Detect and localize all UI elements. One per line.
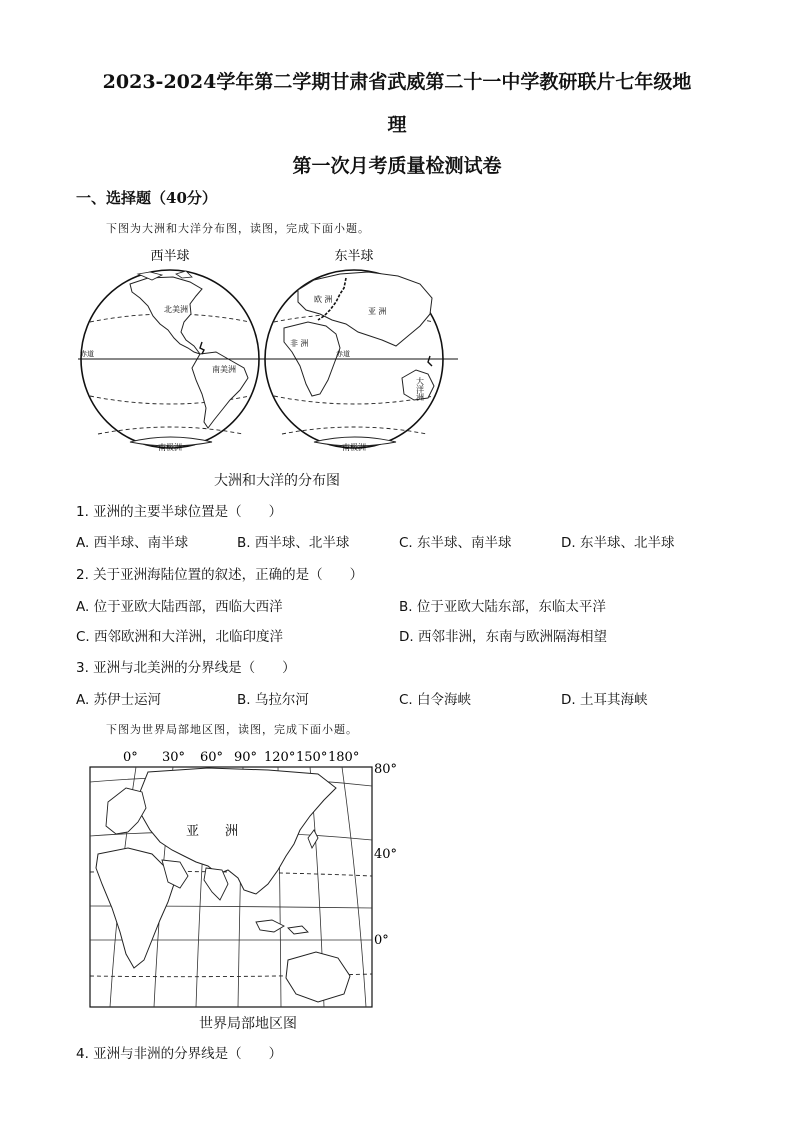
question-1-option-b[interactable]: B. 西半球、北半球 bbox=[237, 535, 350, 551]
antarctica-east-label: 南极洲 bbox=[342, 443, 366, 452]
latitude-label-0: 0° bbox=[374, 933, 389, 948]
oceania-label-3: 洲 bbox=[416, 393, 424, 402]
africa-label: 非 洲 bbox=[290, 339, 309, 348]
north-america-label: 北美洲 bbox=[164, 305, 188, 314]
regional-map bbox=[88, 744, 408, 1009]
longitude-label: 0° bbox=[123, 750, 138, 765]
section-heading: 一、选择题（40分） bbox=[76, 189, 217, 207]
question-4-stem: 4. 亚洲与非洲的分界线是（ ） bbox=[76, 1046, 283, 1062]
figure1-intro: 下图为大洲和大洋分布图，读图，完成下面小题。 bbox=[106, 222, 370, 235]
latitude-label-40: 40° bbox=[374, 847, 398, 862]
asia-map-label: 亚 洲 bbox=[186, 824, 239, 839]
hemispheres-map bbox=[78, 244, 458, 459]
question-1-stem: 1. 亚洲的主要半球位置是（ ） bbox=[76, 504, 283, 520]
equator-east-label: 赤道 bbox=[336, 350, 350, 358]
europe-label: 欧 洲 bbox=[314, 295, 333, 304]
page-title-line3: 第一次月考质量检测试卷 bbox=[292, 155, 502, 177]
west-hemisphere-label: 西半球 bbox=[150, 249, 190, 264]
longitude-label: 90° bbox=[234, 750, 258, 765]
figure1-caption: 大洲和大洋的分布图 bbox=[214, 473, 340, 489]
latitude-label-80: 80° bbox=[374, 762, 398, 777]
figure2-caption: 世界局部地区图 bbox=[199, 1016, 297, 1032]
asia-label: 亚 洲 bbox=[368, 307, 387, 316]
antarctica-west-label: 南极洲 bbox=[158, 443, 182, 452]
longitude-label: 60° bbox=[200, 750, 224, 765]
question-3-option-d[interactable]: D. 土耳其海峡 bbox=[561, 692, 648, 708]
question-2-option-a[interactable]: A. 位于亚欧大陆西部，西临大西洋 bbox=[76, 599, 283, 615]
question-2-option-d[interactable]: D. 西邻非洲，东南与欧洲隔海相望 bbox=[399, 629, 607, 645]
question-1-option-d[interactable]: D. 东半球、北半球 bbox=[561, 535, 675, 551]
western-hemisphere bbox=[78, 270, 262, 452]
east-hemisphere-label: 东半球 bbox=[334, 249, 374, 264]
oceania-label: 大 bbox=[416, 377, 424, 386]
longitude-label: 180° bbox=[328, 750, 360, 765]
page-title-line2: 理 bbox=[387, 114, 407, 136]
question-3-option-b[interactable]: B. 乌拉尔河 bbox=[237, 692, 309, 708]
question-1-option-c[interactable]: C. 东半球、南半球 bbox=[399, 535, 512, 551]
question-3-option-a[interactable]: A. 苏伊士运河 bbox=[76, 692, 162, 708]
longitude-label: 30° bbox=[162, 750, 186, 765]
question-2-stem: 2. 关于亚洲海陆位置的叙述，正确的是（ ） bbox=[76, 567, 364, 583]
question-3-option-c[interactable]: C. 白令海峡 bbox=[399, 692, 472, 708]
longitude-labels bbox=[123, 750, 359, 765]
south-america-label: 南美洲 bbox=[212, 365, 236, 374]
question-1-option-a[interactable]: A. 西半球、南半球 bbox=[76, 535, 189, 551]
question-3-stem: 3. 亚洲与北美洲的分界线是（ ） bbox=[76, 660, 296, 676]
question-2-option-c[interactable]: C. 西邻欧洲和大洋洲，北临印度洋 bbox=[76, 629, 284, 645]
question-2-option-b[interactable]: B. 位于亚欧大陆东部，东临太平洋 bbox=[399, 599, 606, 615]
longitude-label: 120° bbox=[264, 750, 296, 765]
equator-west-label: 赤道 bbox=[80, 350, 94, 358]
longitude-label: 150° bbox=[296, 750, 328, 765]
figure2-intro: 下图为世界局部地区图，读图，完成下面小题。 bbox=[106, 723, 358, 736]
oceania-label-2: 洋 bbox=[416, 385, 424, 394]
eastern-hemisphere bbox=[262, 270, 458, 452]
page-title-line1: 2023-2024学年第二学期甘肃省武威第二十一中学教研联片七年级地 bbox=[102, 71, 692, 93]
